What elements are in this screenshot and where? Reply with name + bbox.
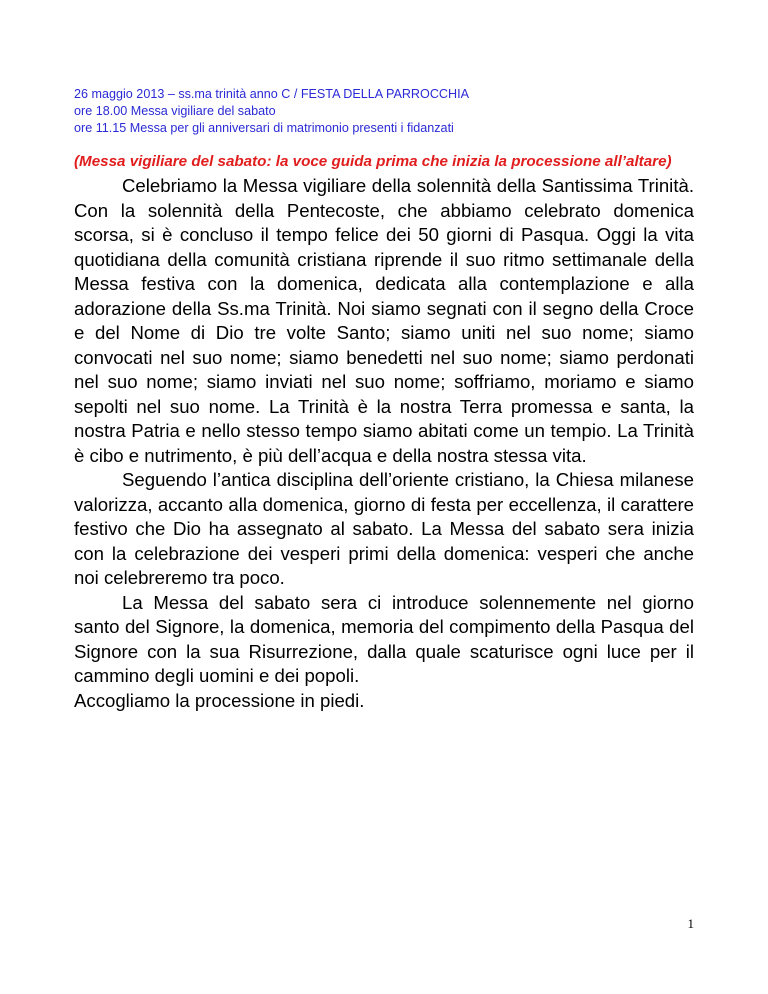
paragraph-lords-day: La Messa del sabato sera ci introduce solennemente nel giorno santo del Signore, la domenica, memoria del compimento della Pasqua del Signore con la sua Risurrezione, dalla quale scaturisce ogni luce per il cammino degli uomini e dei popoli. xyxy=(74,591,694,686)
document-body xyxy=(74,174,694,713)
guide-voice-note: (Messa vigiliare del sabato: la voce guida prima che inizia la processione all’altare) xyxy=(74,153,672,170)
page-number: 1 xyxy=(687,916,694,931)
header-anniversary-mass-line: ore 11.15 Messa per gli anniversari di matrimonio presenti i fidanzati xyxy=(74,121,454,135)
document-header xyxy=(74,86,714,137)
paragraph-saturday-tradition: Seguendo l’antica disciplina dell’oriente cristiano, la Chiesa milanese valorizza, accanto alla domenica, giorno di festa per eccellenza, il carattere festivo che Dio ha assegnato al sabato. La Messa del sabato sera inizia con la celebrazione dei vesperi primi della domenica: vesperi che anche noi celebreremo tra poco. xyxy=(74,469,694,588)
paragraph-trinity: Celebriamo la Messa vigiliare della solennità della Santissima Trinità. Con la solennità della Pentecoste, che abbiamo celebrato domenica scorsa, si è concluso il tempo felice dei 50 giorni di Pasqua. Oggi la vita quotidiana della comunità cristiana riprende il suo ritmo settimanale della Messa festiva con la domenica, dedicata alla contemplazione e alla adorazione della Ss.ma Trinità. Noi siamo segnati con il segno della Croce e del Nome di Dio tre volte Santo; siamo uniti nel suo nome; siamo convocati nel suo nome; siamo benedetti nel suo nome; siamo perdonati nel suo nome; siamo inviati nel suo nome; soffriamo, moriamo e siamo sepolti nel suo nome. La Trinità è la nostra Terra promessa e santa, la nostra Patria e nello stesso tempo siamo abitati come un tempio. La Trinità è cibo e nutrimento, è più dell’acqua e della nostra stessa vita. xyxy=(74,175,694,466)
paragraph-closing: Accogliamo la processione in piedi. xyxy=(74,689,365,711)
header-date-line: 26 maggio 2013 – ss.ma trinità anno C / FESTA DELLA PARROCCHIA xyxy=(74,87,470,101)
header-saturday-mass-line: ore 18.00 Messa vigiliare del sabato xyxy=(74,104,276,118)
